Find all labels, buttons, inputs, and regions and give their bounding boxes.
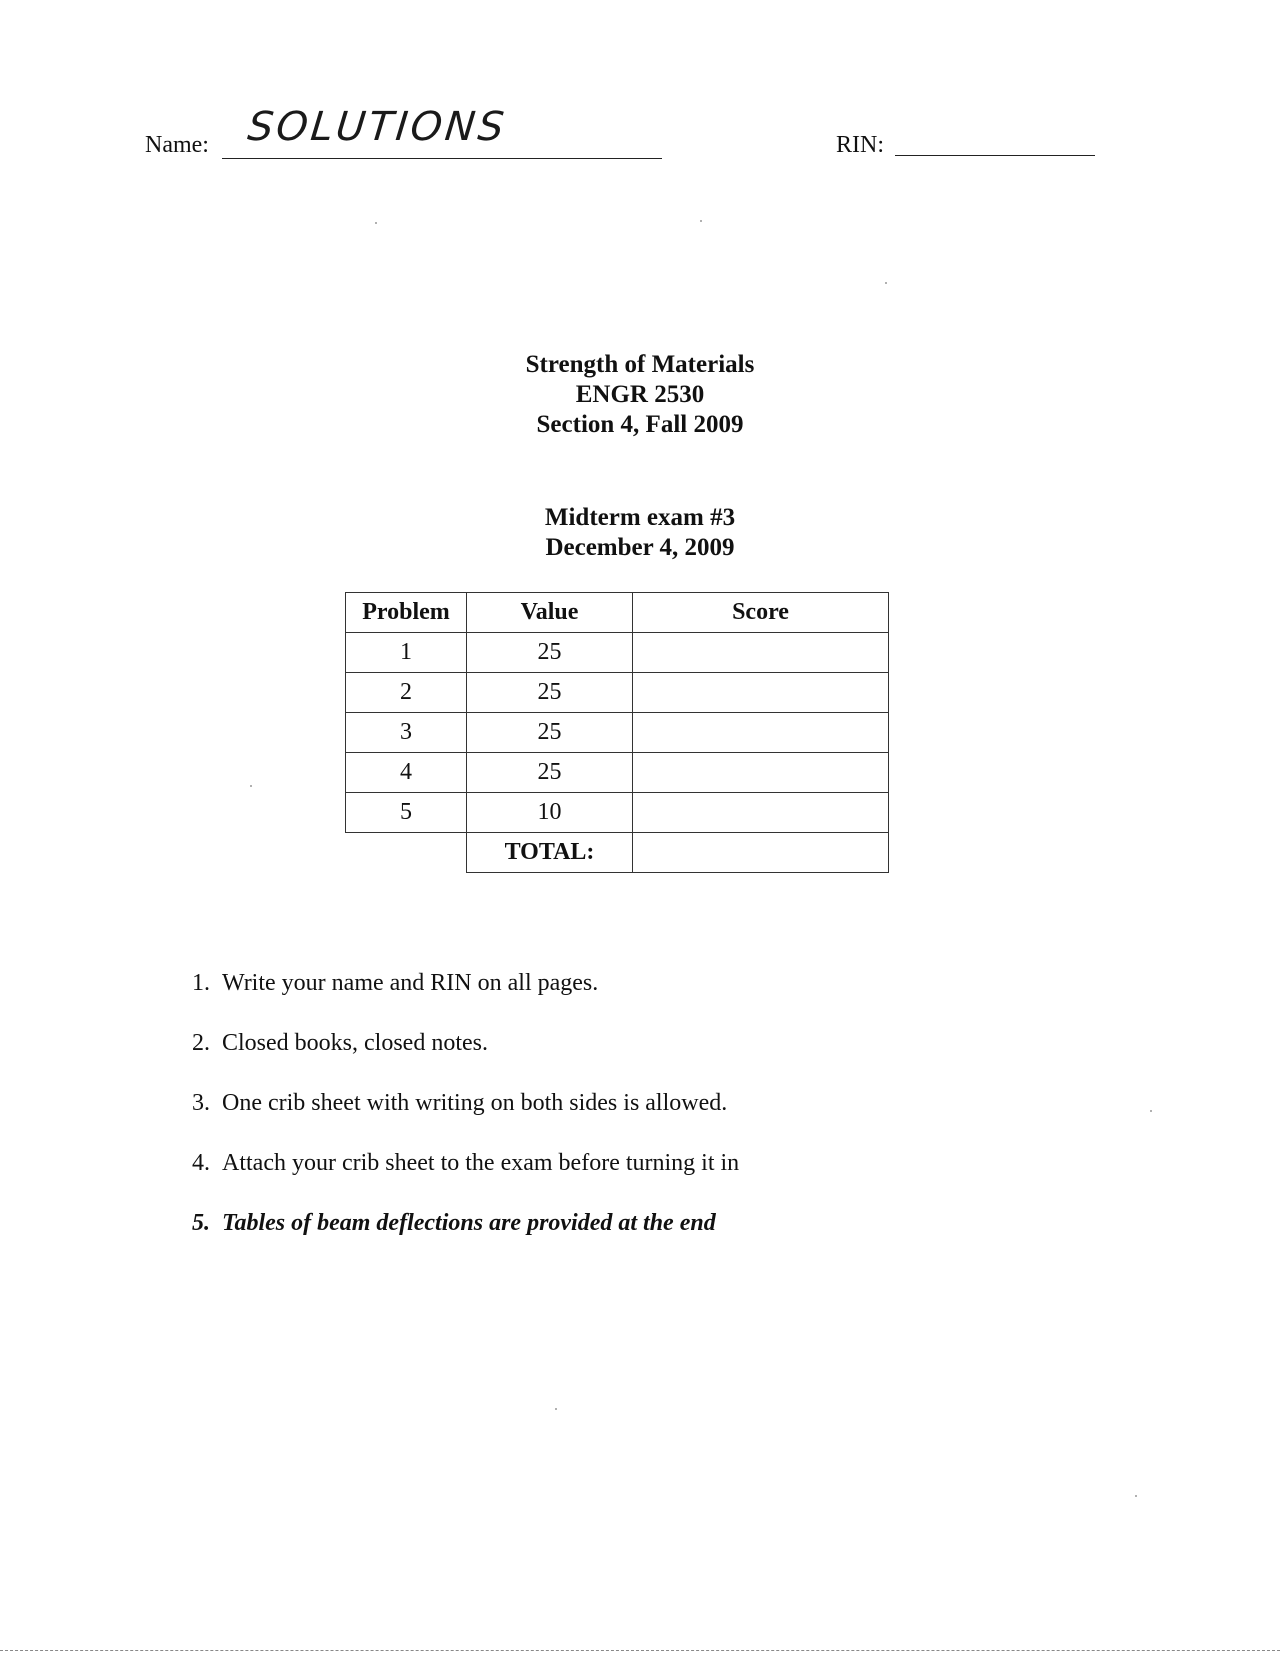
name-handwritten-value: SOLUTIONS [245,104,509,150]
scan-bottom-edge [0,1650,1280,1651]
total-score-cell [633,833,889,873]
header-value: Value [467,593,633,633]
instructions-list [170,968,739,1268]
table-row [346,713,889,753]
value-cell: 25 [467,753,633,793]
instruction-number: 1. [192,970,210,996]
table-row [346,753,889,793]
instruction-item [170,1028,739,1088]
instruction-number: 3. [192,1090,210,1116]
instruction-text: Tables of beam deflections are provided at the end [222,1210,716,1236]
exam-heading [0,503,1280,563]
scan-speck [885,282,887,284]
scan-speck [700,220,702,222]
score-cell [633,633,889,673]
instruction-number: 5. [192,1210,210,1236]
table-row [346,633,889,673]
rin-underline [895,155,1095,156]
total-blank-cell [346,833,467,873]
score-cell [633,673,889,713]
course-title: Strength of Materials [525,351,755,378]
rin-label: RIN: [836,132,884,158]
header-problem: Problem [346,593,467,633]
total-label: TOTAL: [467,833,633,873]
instruction-text: Attach your crib sheet to the exam before turning it in [222,1150,740,1176]
scan-speck [1135,1495,1137,1497]
instruction-text: Write your name and RIN on all pages. [222,970,599,996]
instruction-number: 2. [192,1030,210,1056]
total-row [346,833,889,873]
course-code: ENGR 2530 [575,381,705,408]
header-score: Score [633,593,889,633]
course-heading [0,350,1280,440]
value-cell: 25 [467,713,633,753]
score-table [345,592,889,873]
scan-speck [1150,1110,1152,1112]
name-underline [222,158,662,159]
course-section: Section 4, Fall 2009 [536,411,744,438]
table-row [346,793,889,833]
instruction-text: One crib sheet with writing on both sides is allowed. [222,1090,728,1116]
problem-cell: 2 [346,673,467,713]
scan-speck [250,785,252,787]
exam-name: Midterm exam #3 [544,504,736,531]
score-cell [633,753,889,793]
score-cell [633,793,889,833]
value-cell: 25 [467,673,633,713]
scan-speck [555,1408,557,1410]
instruction-number: 4. [192,1150,210,1176]
problem-cell: 5 [346,793,467,833]
name-label: Name: [145,132,209,158]
scan-speck [375,222,377,224]
instruction-item [170,968,739,1028]
problem-cell: 3 [346,713,467,753]
exam-date: December 4, 2009 [545,534,735,561]
problem-cell: 4 [346,753,467,793]
instruction-item [170,1088,739,1148]
score-cell [633,713,889,753]
instruction-item [170,1148,739,1208]
table-header-row [346,593,889,633]
instruction-item-emphasized [170,1208,739,1268]
table-row [346,673,889,713]
problem-cell: 1 [346,633,467,673]
value-cell: 25 [467,633,633,673]
value-cell: 10 [467,793,633,833]
instruction-text: Closed books, closed notes. [222,1030,488,1056]
